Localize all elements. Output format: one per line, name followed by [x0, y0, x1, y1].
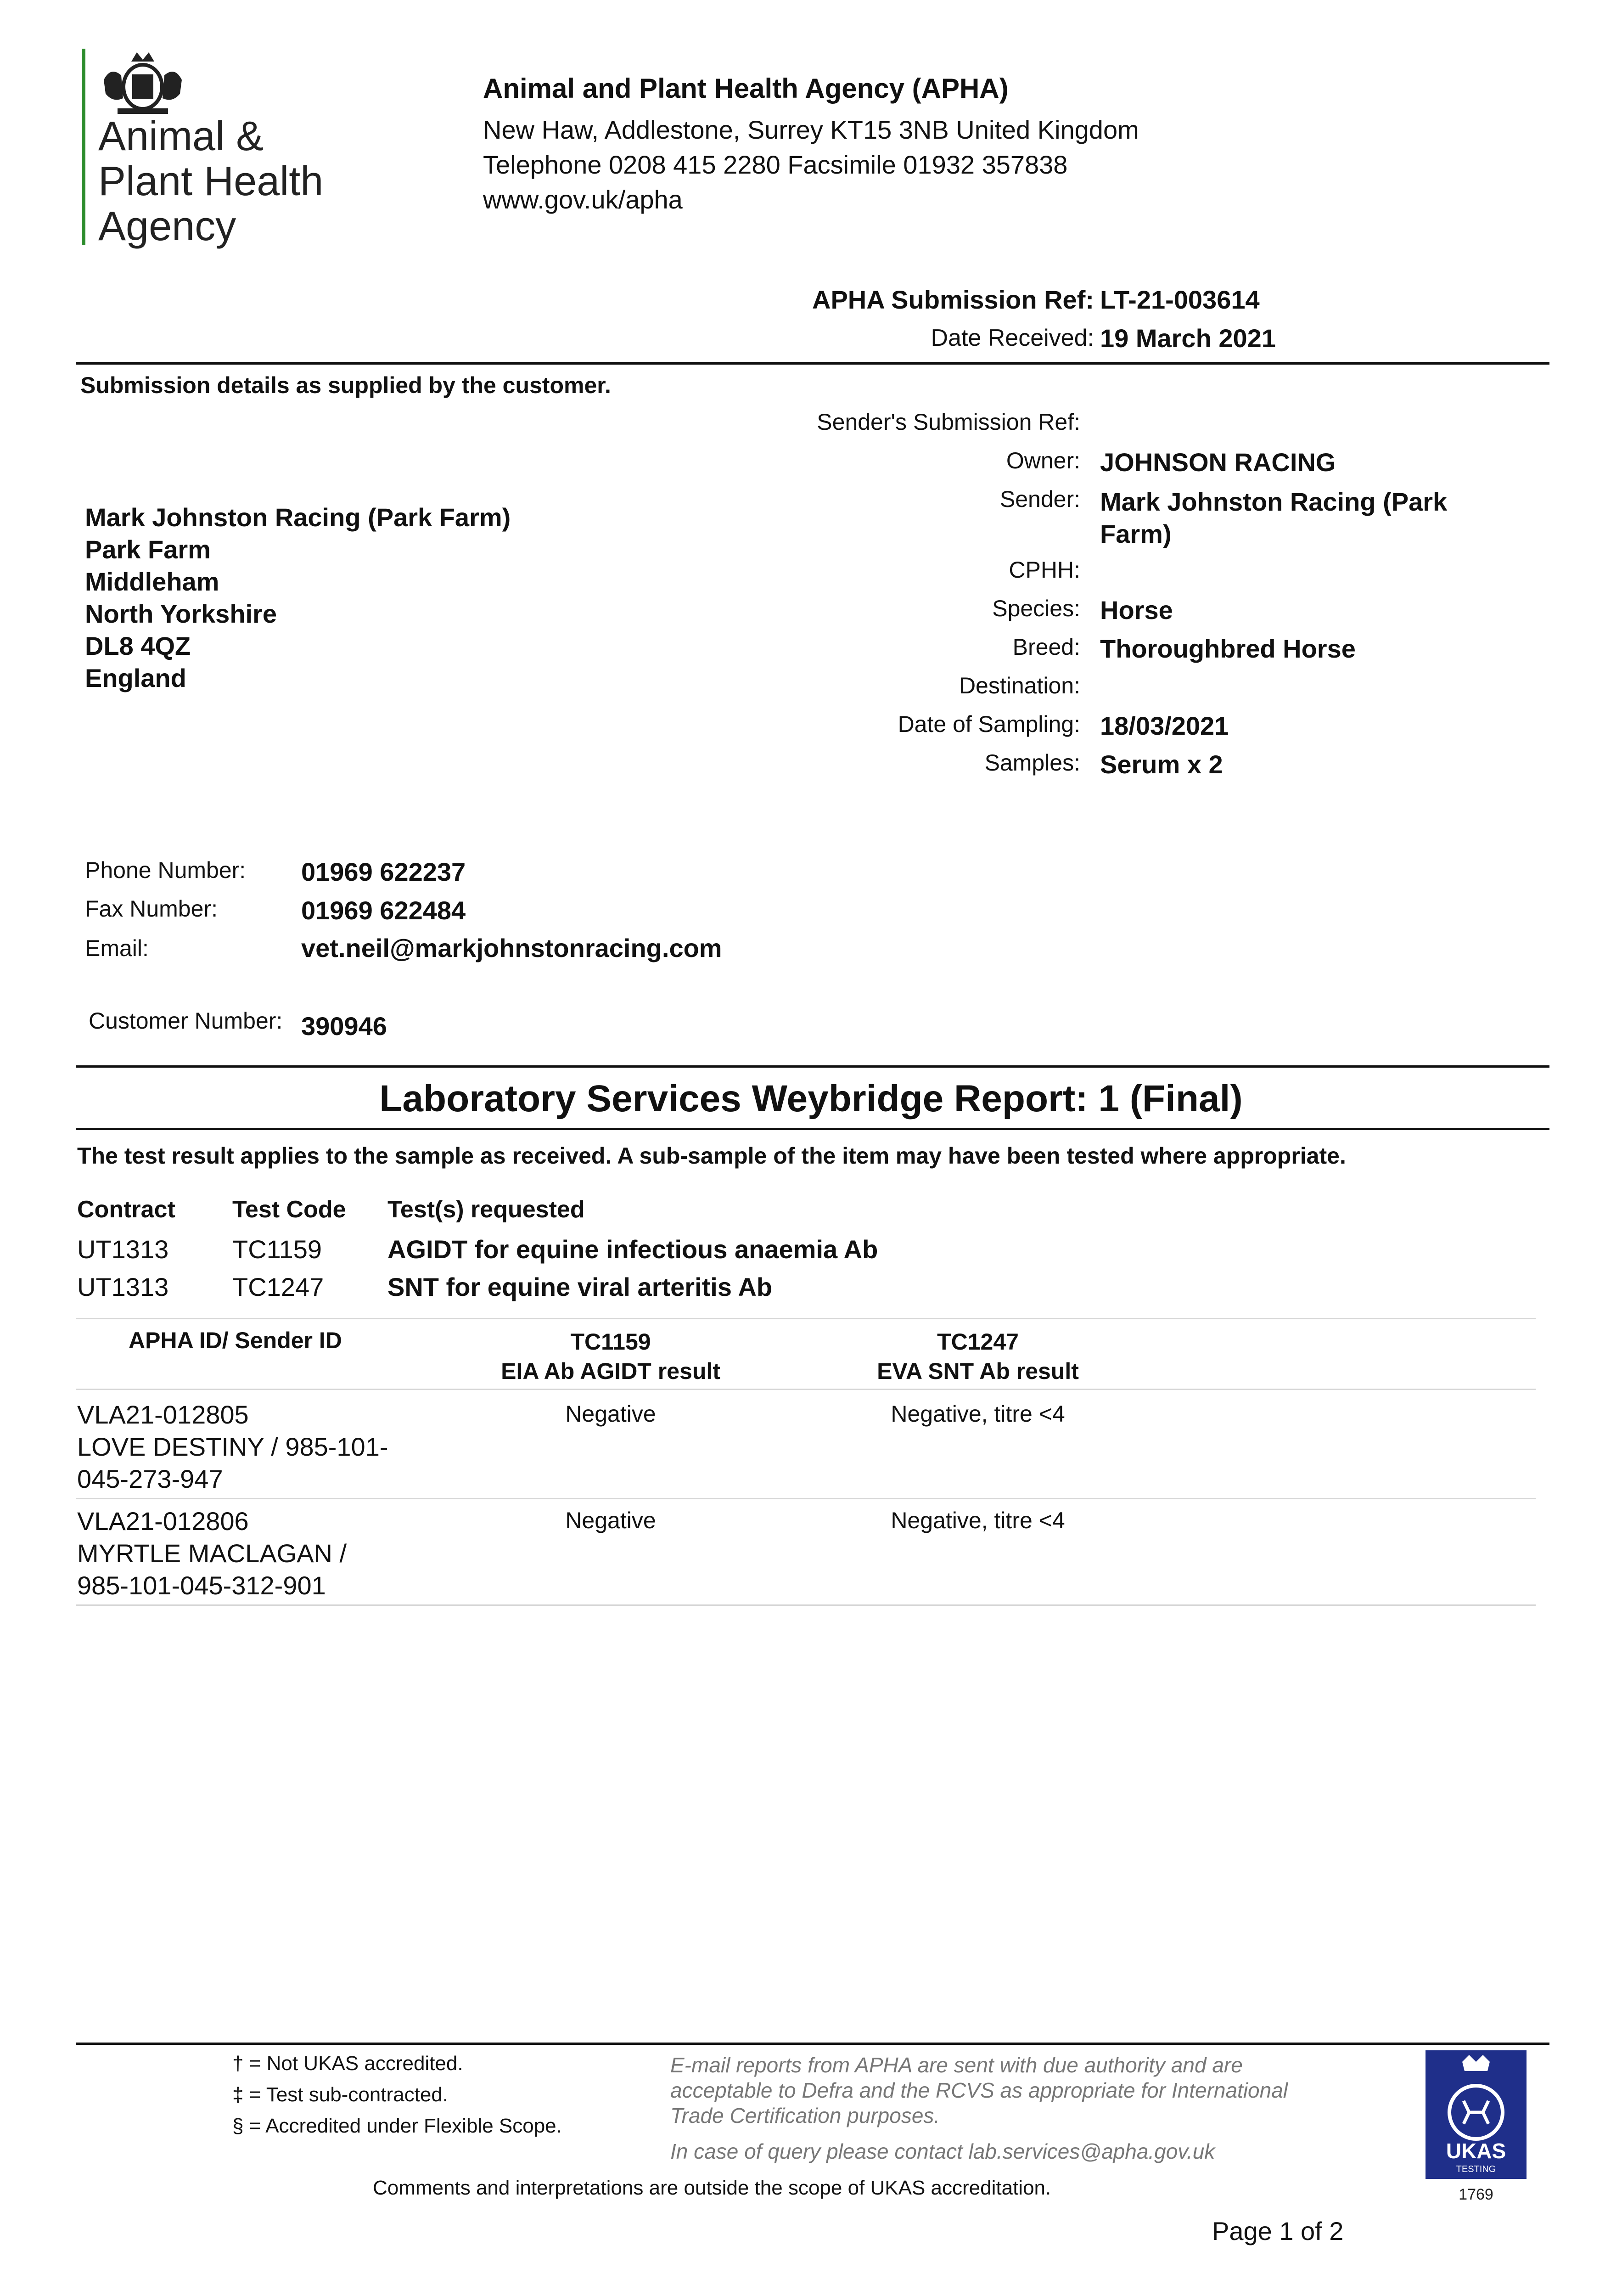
samples-label: Samples: — [984, 750, 1080, 776]
table-row-eia: Negative — [565, 1508, 656, 1533]
ukas-sub: TESTING — [1456, 2164, 1496, 2174]
report-note: The test result applies to the sample as received. A sub-sample of the item may have been tested where appropriate. — [77, 1143, 1346, 1169]
table-row-eia: Negative — [565, 1401, 656, 1427]
test-row-code: TC1159 — [232, 1235, 322, 1264]
ukas-mark-icon — [1423, 2048, 1529, 2213]
ukas-number: 1769 — [1459, 2186, 1493, 2203]
table-row-id: VLA21-012805 LOVE DESTINY / 985-101- 045-273-947 — [77, 1400, 388, 1493]
destination-label: Destination: — [959, 673, 1080, 698]
page-number: Page 1 of 2 — [1212, 2217, 1344, 2245]
sender-label: Sender: — [999, 486, 1080, 512]
breed-label: Breed: — [1012, 634, 1080, 660]
footer-email-note: E-mail reports from APHA are sent with due authority and are acceptable to Defra and the RCVS as appropriate for International Trade Certification purposes. — [670, 2053, 1288, 2127]
results-header-line — [76, 1389, 1536, 1390]
customer-address: Mark Johnston Racing (Park Farm) Park Farm Middleham North Yorkshire DL8 4QZ England — [85, 503, 511, 692]
owner-value: JOHNSON RACING — [1100, 448, 1336, 477]
footer-legend: † = Not UKAS accredited. ‡ = Test sub-contracted. § = Accredited under Flexible Scope. — [232, 2052, 562, 2137]
royal-crest-icon — [99, 48, 186, 117]
details-note: Submission details as supplied by the customer. — [80, 372, 611, 398]
report-top-divider — [76, 1065, 1549, 1068]
agency-name: Animal and Plant Health Agency (APHA) — [483, 73, 1009, 104]
date-received-value: 19 March 2021 — [1100, 324, 1276, 353]
test-row-contract: UT1313 — [77, 1235, 169, 1264]
results-top-line — [76, 1318, 1536, 1319]
tests-header-name: Test(s) requested — [387, 1196, 585, 1223]
table-row-eva: Negative, titre <4 — [891, 1508, 1065, 1533]
breed-value: Thoroughbred Horse — [1100, 634, 1356, 663]
fax-value: 01969 622484 — [301, 896, 466, 925]
results-header-id: APHA ID/ Sender ID — [129, 1328, 342, 1353]
agency-logo-text: Animal & Plant Health Agency — [98, 113, 324, 249]
date-received-label: Date Received: — [931, 325, 1094, 351]
senders-ref-label: Sender's Submission Ref: — [817, 409, 1080, 435]
cphh-label: CPHH: — [1009, 557, 1080, 583]
test-row-contract: UT1313 — [77, 1272, 169, 1301]
species-value: Horse — [1100, 596, 1173, 625]
table-row-id: VLA21-012806 MYRTLE MACLAGAN / 985-101-045-312-901 — [77, 1507, 347, 1600]
agency-website[interactable]: www.gov.uk/apha — [483, 185, 683, 214]
customer-number-label: Customer Number: — [89, 1008, 283, 1034]
phone-value: 01969 622237 — [301, 857, 466, 886]
tests-header-code: Test Code — [232, 1196, 346, 1223]
footer-divider — [76, 2043, 1549, 2045]
table-row-eva: Negative, titre <4 — [891, 1401, 1065, 1427]
samples-value: Serum x 2 — [1100, 750, 1223, 779]
agency-address: New Haw, Addlestone, Surrey KT15 3NB United Kingdom — [483, 115, 1139, 144]
submission-ref-value: LT-21-003614 — [1100, 285, 1260, 314]
test-row-name: SNT for equine viral arteritis Ab — [387, 1272, 773, 1301]
results-header-eia: TC1159 EIA Ab AGIDT result — [501, 1329, 720, 1384]
email-label: Email: — [85, 935, 149, 961]
tests-header-contract: Contract — [77, 1196, 175, 1223]
email-value[interactable]: vet.neil@markjohnstonracing.com — [301, 934, 722, 962]
agency-contact: Telephone 0208 415 2280 Facsimile 01932 357838 — [483, 150, 1068, 179]
results-header-eva: TC1247 EVA SNT Ab result — [877, 1329, 1079, 1384]
report-bottom-divider — [76, 1128, 1549, 1130]
customer-number-value: 390946 — [301, 1012, 387, 1041]
fax-label: Fax Number: — [85, 896, 218, 922]
logo-green-bar — [82, 49, 85, 245]
test-row-name: AGIDT for equine infectious anaemia Ab — [387, 1235, 878, 1264]
species-label: Species: — [992, 596, 1080, 621]
results-row-line — [76, 1498, 1536, 1499]
phone-label: Phone Number: — [85, 857, 246, 883]
owner-label: Owner: — [1006, 448, 1080, 473]
sampling-date-label: Date of Sampling: — [898, 711, 1080, 737]
sender-value: Mark Johnston Racing (Park Farm) — [1100, 487, 1448, 548]
test-row-code: TC1247 — [232, 1272, 324, 1301]
footer-scope-note: Comments and interpretations are outside the scope of UKAS accreditation. — [373, 2177, 1051, 2199]
sampling-date-value: 18/03/2021 — [1100, 711, 1229, 740]
results-bottom-line — [76, 1604, 1536, 1606]
footer-query-note: In case of query please contact lab.services@apha.gov.uk — [670, 2139, 1215, 2163]
header-divider — [76, 362, 1549, 365]
ukas-label: UKAS — [1446, 2139, 1506, 2163]
report-title: Laboratory Services Weybridge Report: 1 (Final) — [379, 1078, 1243, 1120]
submission-ref-label: APHA Submission Ref: — [812, 285, 1094, 314]
